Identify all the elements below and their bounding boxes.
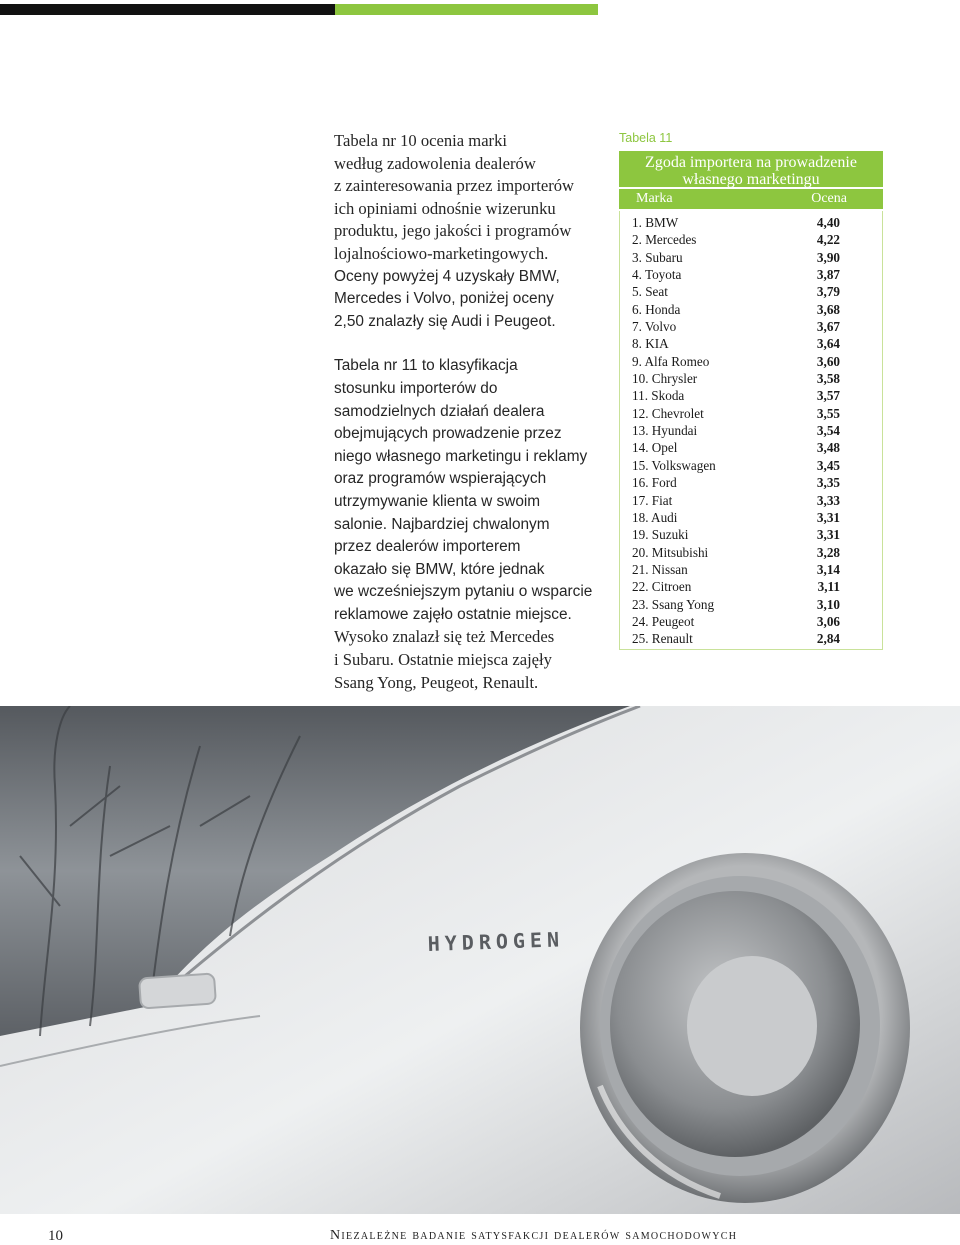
text-line: Ssang Yong, Peugeot, Renault. — [334, 672, 539, 692]
table-row — [620, 387, 882, 404]
score-cell: 3,31 — [816, 527, 840, 543]
table-row — [620, 474, 882, 491]
text-line: okazało się BMW, które jednak — [334, 560, 545, 578]
table-row — [620, 422, 882, 439]
body-text-column — [334, 130, 602, 694]
text-line: reklamowe zajęło ostatnie miejsce. — [334, 605, 572, 623]
text-line: 2,50 znalazły się Audi i Peugeot. — [334, 312, 556, 330]
car-photo-illustration — [0, 706, 960, 1214]
score-cell: 3,55 — [816, 405, 840, 421]
table-caption: Tabela 11 — [619, 131, 673, 145]
table-row — [620, 214, 882, 231]
text-line: przez dealerów importerem — [334, 538, 521, 556]
text-line: Wysoko znalazł się też Mercedes — [334, 627, 555, 647]
table-row — [620, 283, 882, 300]
brand-cell: 11. Skoda — [632, 388, 685, 404]
table-title-line: własnego marketingu — [682, 171, 820, 188]
text-line: z zainteresowania przez importerów — [334, 176, 575, 196]
table-row — [620, 544, 882, 561]
score-cell: 3,48 — [816, 440, 840, 456]
brand-cell: 13. Hyundai — [632, 423, 698, 439]
brand-cell: 4. Toyota — [632, 267, 682, 283]
table-row — [620, 318, 882, 335]
score-cell: 3,60 — [816, 353, 840, 369]
text-line: ich opiniami odnośnie wizerunku — [334, 198, 556, 218]
table-row — [620, 596, 882, 613]
brand-cell: 17. Fiat — [632, 492, 673, 508]
brand-cell: 5. Seat — [632, 284, 668, 300]
brand-cell: 19. Suzuki — [632, 527, 689, 543]
top-bar-green — [335, 4, 598, 15]
score-cell: 3,11 — [817, 579, 840, 595]
text-line: i Subaru. Ostatnie miejsca zajęły — [334, 650, 552, 670]
text-line: samodzielnych działań dealera — [334, 402, 545, 420]
brand-cell: 22. Citroen — [632, 579, 692, 595]
score-cell: 3,64 — [816, 336, 840, 352]
table-row — [620, 492, 882, 509]
score-cell: 3,57 — [816, 388, 840, 404]
brand-cell: 23. Ssang Yong — [632, 596, 715, 612]
brand-cell: 14. Opel — [632, 440, 678, 456]
text-line: Tabela nr 10 ocenia marki — [334, 131, 507, 150]
text-line: Mercedes i Volvo, poniżej oceny — [334, 290, 554, 308]
text-line: produktu, jego jakości i programów — [334, 221, 572, 241]
table-row — [620, 353, 882, 370]
text-line: stosunku importerów do — [334, 379, 498, 397]
score-cell: 3,06 — [816, 613, 840, 629]
score-cell: 2,84 — [816, 631, 840, 647]
brand-cell: 6. Honda — [632, 301, 681, 317]
text-line: obejmujących prowadzenie przez — [334, 425, 562, 443]
brand-cell: 10. Chrysler — [632, 371, 698, 387]
score-cell: 3,79 — [816, 284, 840, 300]
text-line: według zadowolenia dealerów — [334, 153, 536, 173]
score-cell: 3,28 — [816, 544, 840, 560]
brand-cell: 20. Mitsubishi — [632, 544, 709, 560]
table-row — [620, 370, 882, 387]
column-header-score: Ocena — [811, 191, 847, 206]
score-cell: 3,31 — [816, 509, 840, 525]
brand-cell: 25. Renault — [632, 631, 693, 647]
score-cell: 3,67 — [816, 319, 840, 335]
brand-cell: 16. Ford — [632, 475, 677, 491]
table-row — [620, 405, 882, 422]
text-line: Tabela nr 11 to klasyfikacja — [334, 357, 518, 375]
brand-cell: 2. Mercedes — [632, 232, 697, 248]
table-row — [620, 249, 882, 266]
brand-cell: 24. Peugeot — [632, 613, 695, 629]
text-line: we wcześniejszym pytaniu o wsparcie — [334, 583, 593, 601]
score-cell: 4,40 — [816, 215, 840, 230]
paragraph-table-11 — [334, 355, 602, 694]
score-cell: 3,90 — [816, 249, 840, 265]
table-row — [620, 613, 882, 630]
brand-cell: 15. Volkswagen — [632, 457, 716, 473]
table-row — [620, 439, 882, 456]
table-row — [620, 630, 882, 647]
table-row — [620, 335, 882, 352]
page-number: 10 — [48, 1228, 63, 1244]
score-cell: 3,35 — [816, 475, 840, 491]
brand-cell: 1. BMW — [632, 215, 679, 230]
table-row — [620, 526, 882, 543]
running-footer — [330, 1228, 737, 1244]
text-line: utrzymywanie klienta w swoim — [334, 492, 541, 510]
table-row — [620, 578, 882, 595]
top-bar-dark — [0, 4, 335, 15]
text-line: salonie. Najbardziej chwalonym — [334, 515, 550, 533]
text-line: oraz programów wspierających — [334, 470, 547, 488]
table-row — [620, 301, 882, 318]
brand-cell: 21. Nissan — [632, 561, 688, 577]
table-header-row — [619, 189, 883, 209]
table-title-line: Zgoda importera na prowadzenie — [645, 154, 857, 171]
table-row — [620, 231, 882, 248]
ranking-table — [619, 151, 883, 650]
score-cell: 3,14 — [816, 561, 840, 577]
text-line: lojalnościowo-marketingowych. — [334, 243, 549, 263]
table-row — [620, 561, 882, 578]
score-cell: 3,10 — [816, 596, 840, 612]
score-cell: 3,58 — [816, 371, 840, 387]
score-cell: 3,54 — [816, 423, 840, 439]
brand-cell: 12. Chevrolet — [632, 405, 704, 421]
column-header-brand: Marka — [636, 191, 673, 206]
table-row — [620, 509, 882, 526]
brand-cell: 8. KIA — [632, 336, 669, 352]
text-line: Oceny powyżej 4 uzyskały BMW, — [334, 267, 560, 285]
table-body — [619, 211, 883, 650]
car-photo — [0, 706, 960, 1214]
brand-cell: 18. Audi — [632, 509, 678, 525]
brand-cell: 3. Subaru — [632, 249, 683, 265]
brand-cell: 7. Volvo — [632, 319, 677, 335]
hydrogen-badge: HYDROGEN — [427, 927, 565, 956]
table-title — [619, 151, 883, 187]
table-row — [620, 266, 882, 283]
score-cell: 3,68 — [816, 301, 840, 317]
brand-cell: 9. Alfa Romeo — [632, 353, 710, 369]
score-cell: 4,22 — [816, 232, 840, 248]
paragraph-table-10 — [334, 130, 602, 333]
table-row — [620, 457, 882, 474]
text-line: niego własnego marketingu i reklamy — [334, 447, 588, 465]
score-cell: 3,87 — [816, 267, 840, 283]
score-cell: 3,45 — [816, 457, 840, 473]
footer-title: Niezależne badanie satysfakcji dealerów samochodowych — [330, 1228, 738, 1243]
score-cell: 3,33 — [816, 492, 840, 508]
